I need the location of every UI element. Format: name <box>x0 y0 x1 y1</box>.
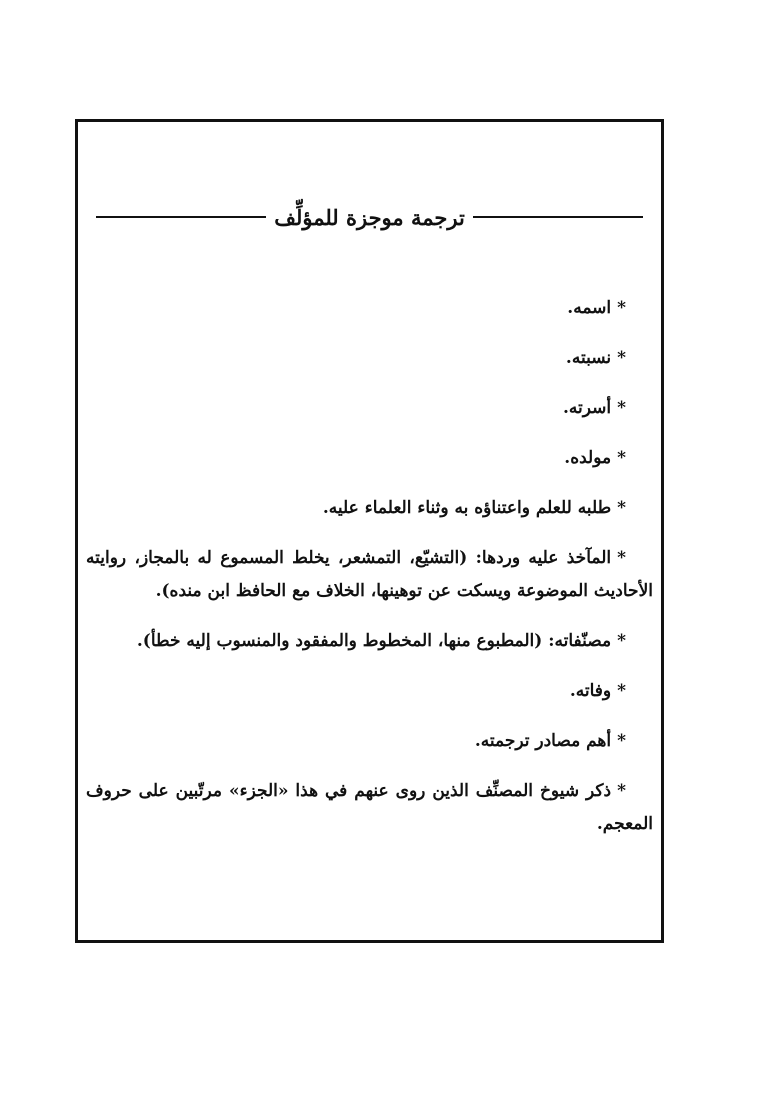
bullet-star-icon: * <box>617 731 626 751</box>
page-frame <box>75 119 664 943</box>
title-row <box>96 199 643 235</box>
list-item-works: *مصنّفاته: (المطبوع منها، المخطوط والمفقود والمنسوب إليه خطأ). <box>136 631 626 651</box>
bullet-star-icon: * <box>617 398 626 418</box>
bullet-star-icon: * <box>617 498 626 518</box>
list-item-criticisms: *المآخذ عليه وردها: (التشيّع، التمشعر، يخلط المسموع له بالمجاز، روايته الأحاديث الموضوعة ويسكت عن توهينها، الخلاف مع الحافظ ابن منده). <box>86 548 653 601</box>
contents-list <box>86 292 653 858</box>
bullet-star-icon: * <box>617 298 626 318</box>
list-item-family: *أسرته. <box>562 398 626 418</box>
title-rule-right <box>473 216 643 218</box>
list-item-lineage: *نسبته. <box>565 348 626 368</box>
bullet-star-icon: * <box>617 548 626 568</box>
list-item-name: *اسمه. <box>567 298 626 318</box>
list-item-sources: *أهم مصادر ترجمته. <box>474 731 626 751</box>
list-item-study: *طلبه للعلم واعتناؤه به وثناء العلماء عليه. <box>322 498 626 518</box>
list-item-death: *وفاته. <box>569 681 626 701</box>
bullet-star-icon: * <box>617 681 626 701</box>
bullet-star-icon: * <box>617 781 626 801</box>
title-rule-left <box>96 216 266 218</box>
bullet-star-icon: * <box>617 631 626 651</box>
bullet-star-icon: * <box>617 348 626 368</box>
page-title: ترجمة موجزة للمؤلِّف <box>274 204 465 230</box>
list-item-teachers: *ذكر شيوخ المصنِّف الذين روى عنهم في هذا «الجزء» مرتّبين على حروف المعجم. <box>86 781 653 834</box>
bullet-star-icon: * <box>617 448 626 468</box>
list-item-birth: *مولده. <box>564 448 626 468</box>
